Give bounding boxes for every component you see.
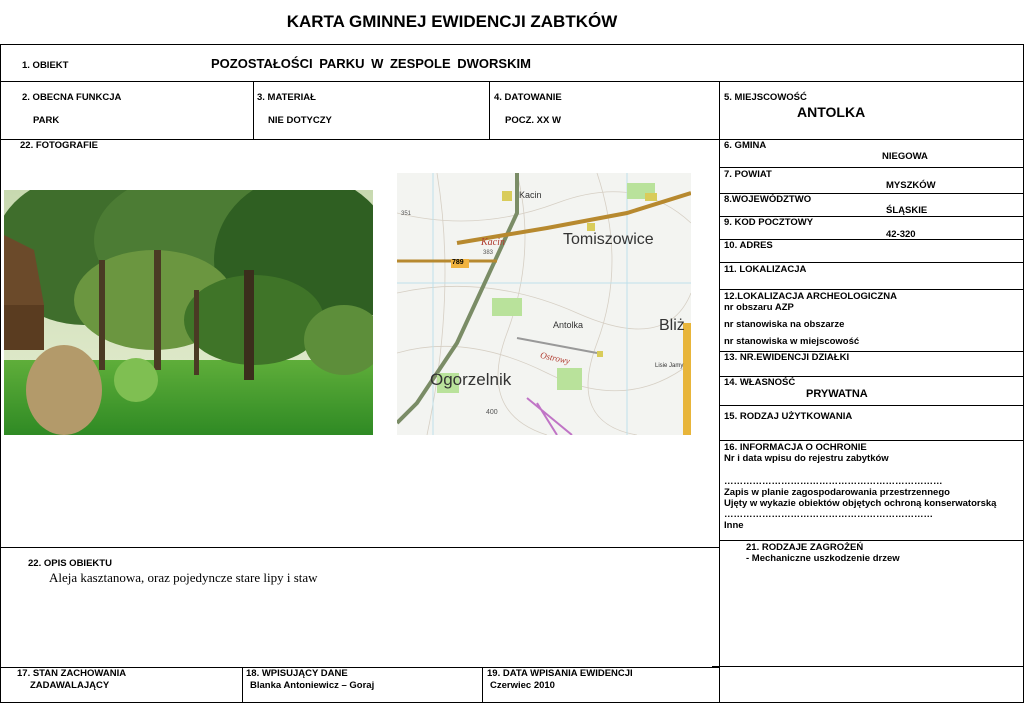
material-value: NIE DOTYCZY	[268, 115, 332, 126]
wpisujacy-value: Blanka Antoniewicz – Goraj	[250, 680, 375, 691]
rule	[489, 81, 490, 139]
archeo-label: 12.LOKALIZACJA ARCHEOLOGICZNA	[724, 291, 897, 302]
fotografie-label: 22. FOTOGRAFIE	[20, 140, 98, 151]
miejscowosc-value: ANTOLKA	[797, 104, 866, 120]
map-label-kacin-red: Kacin	[481, 237, 505, 248]
wlasnosc-value: PRYWATNA	[806, 388, 868, 400]
rule	[719, 81, 720, 702]
rule	[0, 139, 720, 140]
archeo-stanowisko-miejscowosc: nr stanowiska w miejscowość	[724, 336, 860, 347]
powiat-label: 7. POWIAT	[724, 169, 772, 180]
ochrona-label: 16. INFORMACJA O OCHRONIE	[724, 442, 867, 453]
ochrona-plan: Zapis w planie zagospodarowania przestrzennego	[724, 487, 950, 498]
wpisujacy-label: 18. WPISUJĄCY DANE	[246, 668, 348, 679]
ochrona-inne: Inne	[724, 520, 744, 531]
datowanie-label: 4. DATOWANIE	[494, 92, 562, 103]
map-label-lisie-jamy: Lisie Jamy	[655, 363, 684, 369]
wojewodztwo-value: ŚLĄSKIE	[886, 205, 928, 216]
map-label-road: 789	[452, 259, 464, 266]
archeo-stanowisko-obszar: nr stanowiska na obszarze	[724, 319, 845, 330]
map-label-elev1: 383	[483, 250, 494, 256]
map-label-elev2: 351	[401, 211, 412, 217]
lokalizacja-label: 11. LOKALIZACJA	[724, 264, 807, 275]
map-label-tomiszowice: Tomiszowice	[563, 231, 654, 248]
opis-label: 22. OPIS OBIEKTU	[28, 558, 112, 569]
rule	[720, 405, 1024, 406]
kod-label: 9. KOD POCZTOWY	[724, 217, 814, 228]
powiat-value: MYSZKÓW	[886, 180, 936, 191]
funkcja-label: 2. OBECNA FUNKCJA	[22, 92, 122, 103]
funkcja-value: PARK	[33, 115, 60, 126]
rule	[712, 666, 1024, 667]
rule	[0, 81, 1024, 82]
ochrona-rejestr: Nr i data wpisu do rejestru zabytków	[724, 453, 889, 464]
rule	[253, 81, 254, 139]
rule	[720, 440, 1024, 441]
gmina-label: 6. GMINA	[724, 140, 767, 151]
gmina-value: NIEGOWA	[882, 151, 928, 162]
rule	[0, 702, 1024, 703]
datowanie-value: POCZ. XX W	[505, 115, 561, 126]
miejscowosc-label: 5. MIEJSCOWOŚĆ	[724, 92, 807, 103]
rule	[0, 44, 1, 702]
rule	[720, 540, 1024, 541]
stan-label: 17. STAN ZACHOWANIA	[17, 668, 127, 679]
map-label-antolka: Antolka	[553, 320, 584, 330]
map-label-elev3: 400	[486, 409, 498, 416]
zagrozenia-value: - Mechaniczne uszkodzenie drzew	[746, 553, 900, 564]
map-label-ostrowy: Ostrowy	[539, 349, 571, 367]
ochrona-wykaz: Ujęty w wykazie obiektów objętych ochroną konserwatorską	[724, 498, 997, 509]
zagrozenia-label: 21. RODZAJE ZAGROŻEŃ	[746, 542, 864, 553]
rule	[0, 547, 720, 548]
rule	[242, 667, 243, 702]
map-label-bliz: Bliż	[659, 317, 685, 334]
rule	[720, 262, 1024, 263]
uzytkowanie-label: 15. RODZAJ UŻYTKOWANIA	[724, 411, 853, 422]
rule	[720, 167, 1024, 168]
obiekt-label: 1. OBIEKT	[22, 60, 69, 71]
adres-label: 10. ADRES	[724, 240, 773, 251]
obiekt-value: POZOSTAŁOŚCI PARKU W ZESPOLE DWORSKIM	[211, 56, 531, 71]
ochrona-dots-2: …………………………………………………………	[724, 509, 933, 520]
location-map	[397, 173, 691, 435]
ochrona-dots-1: ……………………………………………………………	[724, 476, 943, 487]
rule	[482, 667, 483, 702]
stan-value: ZADAWALAJĄCY	[30, 680, 110, 691]
kod-value: 42-320	[886, 229, 916, 240]
wojewodztwo-label: 8.WOJEWÓDZTWO	[724, 194, 812, 205]
page-title: KARTA GMINNEJ EWIDENCJI ZABTKÓW	[286, 12, 618, 31]
data-wpisania-value: Czerwiec 2010	[490, 680, 555, 691]
rule	[720, 289, 1024, 290]
dzialki-label: 13. NR.EWIDENCJI DZIAŁKI	[724, 352, 850, 363]
material-label: 3. MATERIAŁ	[257, 92, 316, 103]
park-photo	[4, 190, 373, 435]
map-label-kacin: Kacin	[519, 190, 542, 200]
wlasnosc-label: 14. WŁASNOŚĆ	[724, 377, 796, 388]
archeo-azp: nr obszaru AZP	[724, 302, 794, 313]
data-wpisania-label: 19. DATA WPISANIA EWIDENCJI	[487, 668, 633, 679]
map-label-ogorzelnik: Ogorzelnik	[430, 370, 512, 389]
rule	[0, 44, 1024, 45]
opis-value: Aleja kasztanowa, oraz pojedyncze stare lipy i staw	[49, 570, 318, 585]
